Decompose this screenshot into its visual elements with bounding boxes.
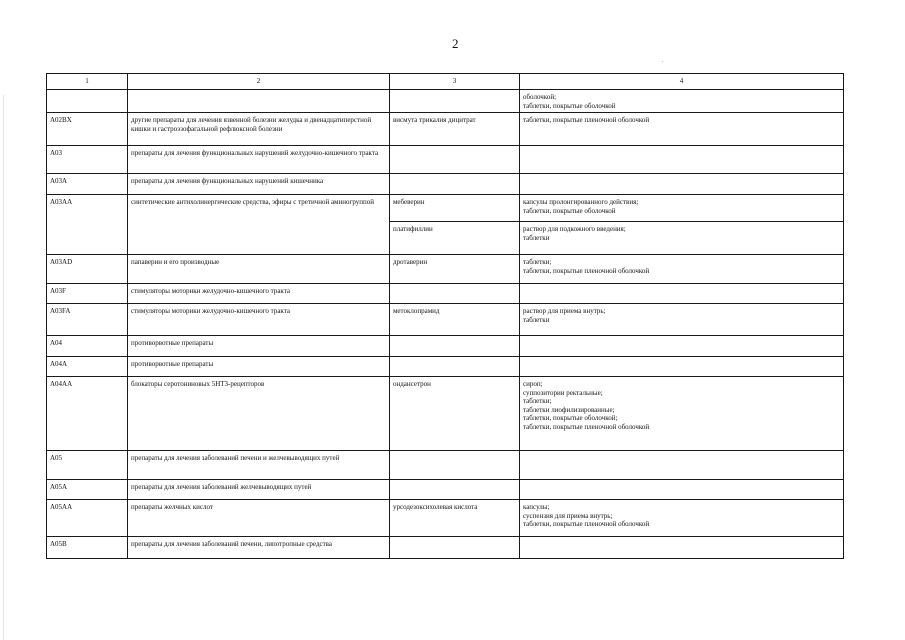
dosage-forms-cell <box>520 174 844 195</box>
dosage-forms-cell <box>520 284 844 304</box>
anatomical-group-cell: блокаторы серотониновых 5НТ3-рецепторов <box>128 377 390 451</box>
anatomical-group-cell: папаверин и его производные <box>128 255 390 284</box>
table-row <box>47 146 844 174</box>
drug-name-cell <box>390 537 520 559</box>
header-col-1: 1 <box>47 74 128 90</box>
dosage-form: таблетки, покрытые пленочной оболочкой <box>523 520 650 528</box>
dosage-form: капсулы пролонгированного действия; <box>523 198 639 206</box>
atc-code-cell: A03F <box>47 284 128 304</box>
atc-code-cell: A03A <box>47 174 128 195</box>
dosage-form: суппозитории ректальные; <box>523 388 603 397</box>
dosage-forms-cell <box>520 113 844 146</box>
atc-code-cell: A03 <box>47 146 128 174</box>
dosage-form: раствор для приема внутрь; <box>523 307 606 315</box>
dosage-form: сироп; <box>523 380 543 388</box>
atc-code-cell: A03AD <box>47 255 128 284</box>
dosage-form: суспензия для приема внутрь; <box>523 511 613 520</box>
table-row <box>47 377 844 451</box>
dosage-forms-cell <box>520 146 844 174</box>
dosage-forms-cell <box>520 537 844 559</box>
anatomical-group-cell <box>128 90 390 113</box>
dosage-form: таблетки, покрытые пленочной оболочкой <box>523 116 650 124</box>
atc-code-cell: A03AA <box>47 195 128 255</box>
drug-name-cell: мебеверин <box>390 195 520 222</box>
dosage-form: таблетки <box>523 233 550 242</box>
scan-margin-line <box>3 95 4 640</box>
dosage-forms-cell <box>520 304 844 336</box>
dosage-form: таблетки лиофилизированные; <box>523 405 615 414</box>
drug-name-cell <box>390 451 520 480</box>
anatomical-group-cell: препараты для лечения функциональных нарушений кишечника <box>128 174 390 195</box>
drug-name-cell: висмута трикалия дицитрат <box>390 113 520 146</box>
dosage-forms-cell <box>520 377 844 451</box>
drug-name-cell: урсодезоксихолевая кислота <box>390 500 520 537</box>
atc-code-cell: A05A <box>47 480 128 500</box>
table-row <box>47 113 844 146</box>
dosage-form: таблетки; <box>523 397 552 405</box>
table-row <box>47 336 844 357</box>
dosage-form: оболочкой; <box>523 93 557 101</box>
table-row <box>47 284 844 304</box>
anatomical-group-cell: препараты для лечения заболеваний печени, липотропные средства <box>128 537 390 559</box>
table-row <box>47 255 844 284</box>
drug-name-cell <box>390 357 520 377</box>
header-row <box>47 74 844 90</box>
atc-code-cell <box>47 90 128 113</box>
dosage-form: таблетки, покрытые оболочкой <box>523 206 616 215</box>
dosage-forms-cell <box>520 222 844 255</box>
anatomical-group-cell: противорвотные препараты <box>128 336 390 357</box>
table-body <box>47 74 844 559</box>
drug-name-cell <box>390 174 520 195</box>
dosage-form: таблетки, покрытые оболочкой; <box>523 414 618 422</box>
table-row <box>47 451 844 480</box>
atc-code-cell: A04A <box>47 357 128 377</box>
drug-name-cell <box>390 284 520 304</box>
atc-code-cell: A04AA <box>47 377 128 451</box>
anatomical-group-cell: другие препараты для лечения язвенной болезни желудка и двенадцатиперстной кишки и гастроэзофагальной рефлюксной болезни <box>128 113 390 146</box>
atc-code-cell: A05 <box>47 451 128 480</box>
anatomical-group-cell: препараты для лечения заболеваний печени и желчевыводящих путей <box>128 451 390 480</box>
table-row <box>47 500 844 537</box>
drug-name-cell: дротаверин <box>390 255 520 284</box>
dosage-forms-cell <box>520 90 844 113</box>
header-col-4: 4 <box>520 74 844 90</box>
atc-code-cell: A04 <box>47 336 128 357</box>
table-row <box>47 537 844 559</box>
drug-name-cell <box>390 90 520 113</box>
anatomical-group-cell: противорвотные препараты <box>128 357 390 377</box>
scan-mark: . <box>662 58 664 64</box>
table-row <box>47 174 844 195</box>
atc-code-cell: A02BX <box>47 113 128 146</box>
dosage-form: таблетки, покрытые пленочной оболочкой <box>523 266 650 275</box>
table-row <box>47 357 844 377</box>
dosage-forms-cell <box>520 500 844 537</box>
medications-table <box>46 73 844 559</box>
anatomical-group-cell: препараты для лечения функциональных нарушений желудочно-кишечного тракта <box>128 146 390 174</box>
page-number: 2 <box>452 36 459 51</box>
table-row <box>47 304 844 336</box>
drug-name-cell <box>390 336 520 357</box>
drug-name-cell: ондансетрон <box>390 377 520 451</box>
dosage-form: таблетки, покрытые пленочной оболочкой <box>523 422 650 431</box>
dosage-forms-cell <box>520 195 844 222</box>
dosage-forms-cell <box>520 255 844 284</box>
dosage-form: капсулы; <box>523 503 550 511</box>
dosage-form: таблетки, покрытые оболочкой <box>523 101 616 110</box>
header-col-3: 3 <box>390 74 520 90</box>
drug-name-cell: платифиллин <box>390 222 520 255</box>
drug-name-cell: метоклопрамид <box>390 304 520 336</box>
atc-code-cell: A05B <box>47 537 128 559</box>
dosage-form: раствор для подкожного введения; <box>523 225 626 233</box>
dosage-forms-cell <box>520 357 844 377</box>
header-col-2: 2 <box>128 74 390 90</box>
dosage-form: таблетки; <box>523 258 552 266</box>
anatomical-group-cell: препараты желчных кислот <box>128 500 390 537</box>
anatomical-group-cell: стимуляторы моторики желудочно-кишечного тракта <box>128 304 390 336</box>
anatomical-group-cell: стимуляторы моторики желудочно-кишечного тракта <box>128 284 390 304</box>
dosage-forms-cell <box>520 480 844 500</box>
drug-name-cell <box>390 480 520 500</box>
table-row <box>47 195 844 222</box>
atc-code-cell: A05AA <box>47 500 128 537</box>
dosage-forms-cell <box>520 451 844 480</box>
anatomical-group-cell: препараты для лечения заболеваний желчевыводящих путей <box>128 480 390 500</box>
anatomical-group-cell: синтетические антихолинергические средства, эфиры с третичной аминогруппой <box>128 195 390 255</box>
table-row <box>47 480 844 500</box>
dosage-forms-cell <box>520 336 844 357</box>
dosage-form: таблетки <box>523 315 550 324</box>
table-row <box>47 90 844 113</box>
atc-code-cell: A03FA <box>47 304 128 336</box>
drug-name-cell <box>390 146 520 174</box>
